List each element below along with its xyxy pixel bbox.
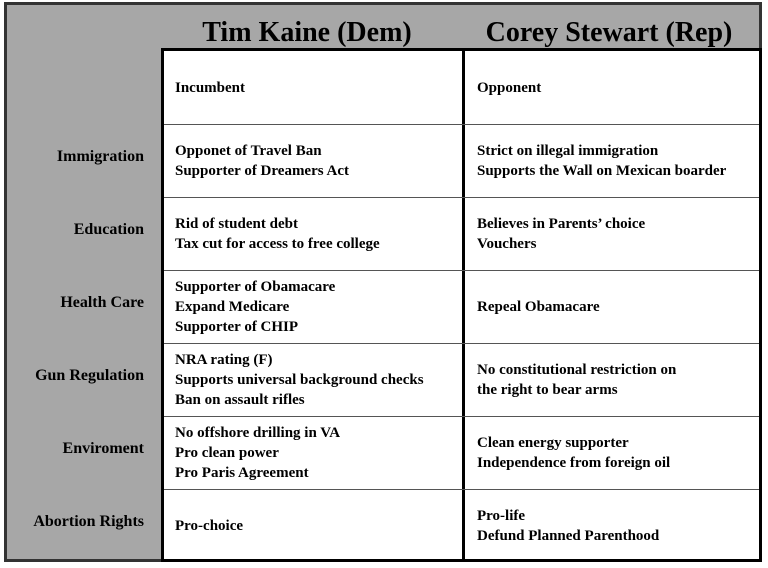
cell-rep-row-3 <box>477 297 600 317</box>
row-label-immigration: Immigration <box>56 147 144 165</box>
column-divider <box>462 51 465 559</box>
cell-line: Vouchers <box>477 235 537 252</box>
cell-dem-row-4 <box>175 350 424 410</box>
cell-line: Independence from foreign oil <box>477 454 671 471</box>
row-label-gun-regulation: Gun Regulation <box>35 366 144 384</box>
cell-line: Rid of student debt <box>175 215 298 232</box>
cell-line: Supporter of Obamacare <box>175 278 336 295</box>
cell-rep-row-0 <box>477 78 541 98</box>
row-divider <box>164 416 759 417</box>
cell-rep-row-4 <box>477 360 676 400</box>
cell-line: Tax cut for access to free college <box>175 235 380 252</box>
cell-rep-row-5 <box>477 433 670 473</box>
cell-line: Supports universal background checks <box>175 371 424 388</box>
cell-line: Defund Planned Parenthood <box>477 527 660 544</box>
cell-line: No offshore drilling in VA <box>175 424 341 441</box>
cell-line: Supporter of Dreamers Act <box>175 162 349 179</box>
row-divider <box>164 197 759 198</box>
cell-line: Expand Medicare <box>175 298 290 315</box>
cell-line: Opponent <box>477 79 542 96</box>
cell-line: Pro Paris Agreement <box>175 464 309 481</box>
cell-dem-row-3 <box>175 277 335 337</box>
cell-dem-row-2 <box>175 214 380 254</box>
cell-line: Strict on illegal immigration <box>477 142 659 159</box>
cell-line: Incumbent <box>175 79 246 96</box>
cell-line: Supports the Wall on Mexican boarder <box>477 162 727 179</box>
row-label-abortion-rights: Abortion Rights <box>33 512 144 530</box>
cell-line: NRA rating (F) <box>175 351 273 368</box>
cell-line: the right to bear arms <box>477 381 618 398</box>
row-divider <box>164 489 759 490</box>
header-rep-candidate: Corey Stewart (Rep) <box>485 17 733 48</box>
cell-line: Repeal Obamacare <box>477 298 600 315</box>
row-label-health-care: Health Care <box>60 293 144 311</box>
cell-dem-row-1 <box>175 141 349 181</box>
cell-dem-row-0 <box>175 78 245 98</box>
cell-line: Supporter of CHIP <box>175 318 299 335</box>
cell-rep-row-2 <box>477 214 645 254</box>
cell-dem-row-6 <box>175 516 243 536</box>
cell-line: Ban on assault rifles <box>175 391 305 408</box>
comparison-chart-frame <box>4 2 762 562</box>
row-divider <box>164 343 759 344</box>
cell-line: Opponet of Travel Ban <box>175 142 322 159</box>
cell-rep-row-6 <box>477 506 659 546</box>
row-label-enviroment: Enviroment <box>62 439 144 457</box>
cell-line: Pro clean power <box>175 444 279 461</box>
cell-line: Pro-life <box>477 507 526 524</box>
cell-line: No constitutional restriction on <box>477 361 677 378</box>
cell-line: Clean energy supporter <box>477 434 629 451</box>
row-divider <box>164 270 759 271</box>
header-dem-candidate: Tim Kaine (Dem) <box>202 17 412 48</box>
cell-dem-row-5 <box>175 423 340 483</box>
row-label-education: Education <box>73 220 144 238</box>
cell-rep-row-1 <box>477 141 726 181</box>
cell-line: Pro-choice <box>175 517 244 534</box>
comparison-table <box>161 48 762 562</box>
cell-line: Believes in Parents’ choice <box>477 215 646 232</box>
row-divider <box>164 124 759 125</box>
